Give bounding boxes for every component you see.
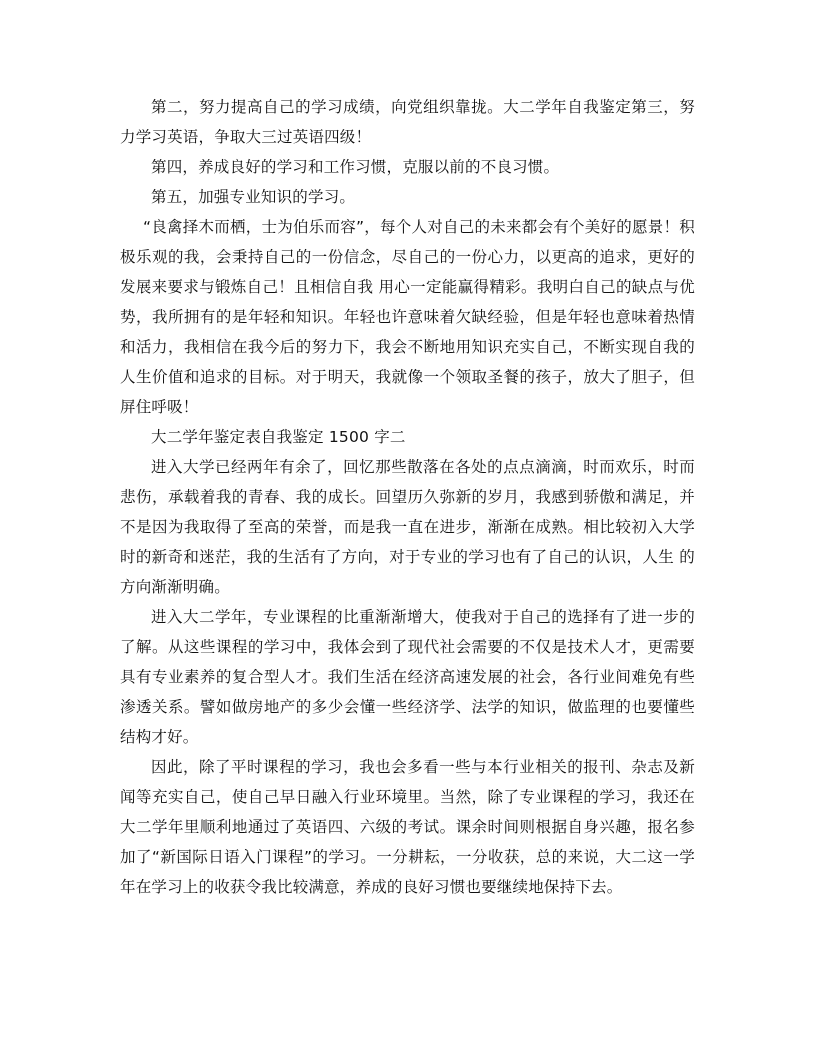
paragraph-vision: “良禽择木而栖，士为伯乐而容”，每个人对自己的未来都会有个美好的愿景！积极乐观的我，会秉持自己的一份信念，尽自己的一份心力，以更高的追求，更好的发展来要求与锻炼自己！且相信自我 用心一定能赢得精彩。我明白自己的缺点与优势，我所拥有的是年轻和知识。年轻也许意味着欠缺经验，但是年轻也意味着热情和活力，我相信在我今后的努力下，我会不断地用知识充实自己，不断实现自我的人生价值和追求的目标。对于明天，我就像一个领取圣餐的孩子，放大了胆子，但屏住呼吸！ <box>120 218 695 416</box>
paragraph-fourth-point: 第四，养成良好的学习和工作习惯，克服以前的不良习惯。 <box>151 158 560 176</box>
paragraph-second-point: 第二，努力提高自己的学习成绩，向党组织靠拢。大二学年自我鉴定第三，努力学习英语，争取大三过英语四级！ <box>120 98 695 146</box>
paragraph-university-years: 进入大学已经两年有余了，回忆那些散落在各处的点点滴滴，时而欢乐，时而悲伤，承载着我的青春、我的成长。回望历久弥新的岁月，我感到骄傲和满足，并不是因为我取得了至高的荣誉，而是我一直在进步，渐渐在成熟。相比较初入大学时的新奇和迷茫，我的生活有了方向，对于专业的学习也有了自己的认识，人生 的方向渐渐明确。 <box>120 458 695 596</box>
paragraph-second-year-courses: 进入大二学年，专业课程的比重渐渐增大，使我对于自己的选择有了进一步的了解。从这些课程的学习中，我体会到了现代社会需要的不仅是技术人才，更需要具有专业素养的复合型人才。我们生活在经济高速发展的社会，各行业间难免有些渗透关系。譬如做房地产的多少会懂一些经济学、法学的知识，做监理的也要懂些结构才好。 <box>120 608 695 746</box>
paragraph-fifth-point: 第五，加强专业知识的学习。 <box>151 188 356 206</box>
document-body <box>120 92 695 902</box>
paragraph-extra-learning: 因此，除了平时课程的学习，我也会多看一些与本行业相关的报刊、杂志及新闻等充实自己，使自己早日融入行业环境里。当然，除了专业课程的学习，我还在大二学年里顺利地通过了英语四、六级的考试。课余时间则根据自身兴趣，报名参加了“新国际日语入门课程”的学习。一分耕耘，一分收获，总的来说，大二这一学年在学习上的收获令我比较满意，养成的良好习惯也要继续地保持下去。 <box>120 758 695 896</box>
section-heading: 大二学年鉴定表自我鉴定 1500 字二 <box>151 428 406 446</box>
